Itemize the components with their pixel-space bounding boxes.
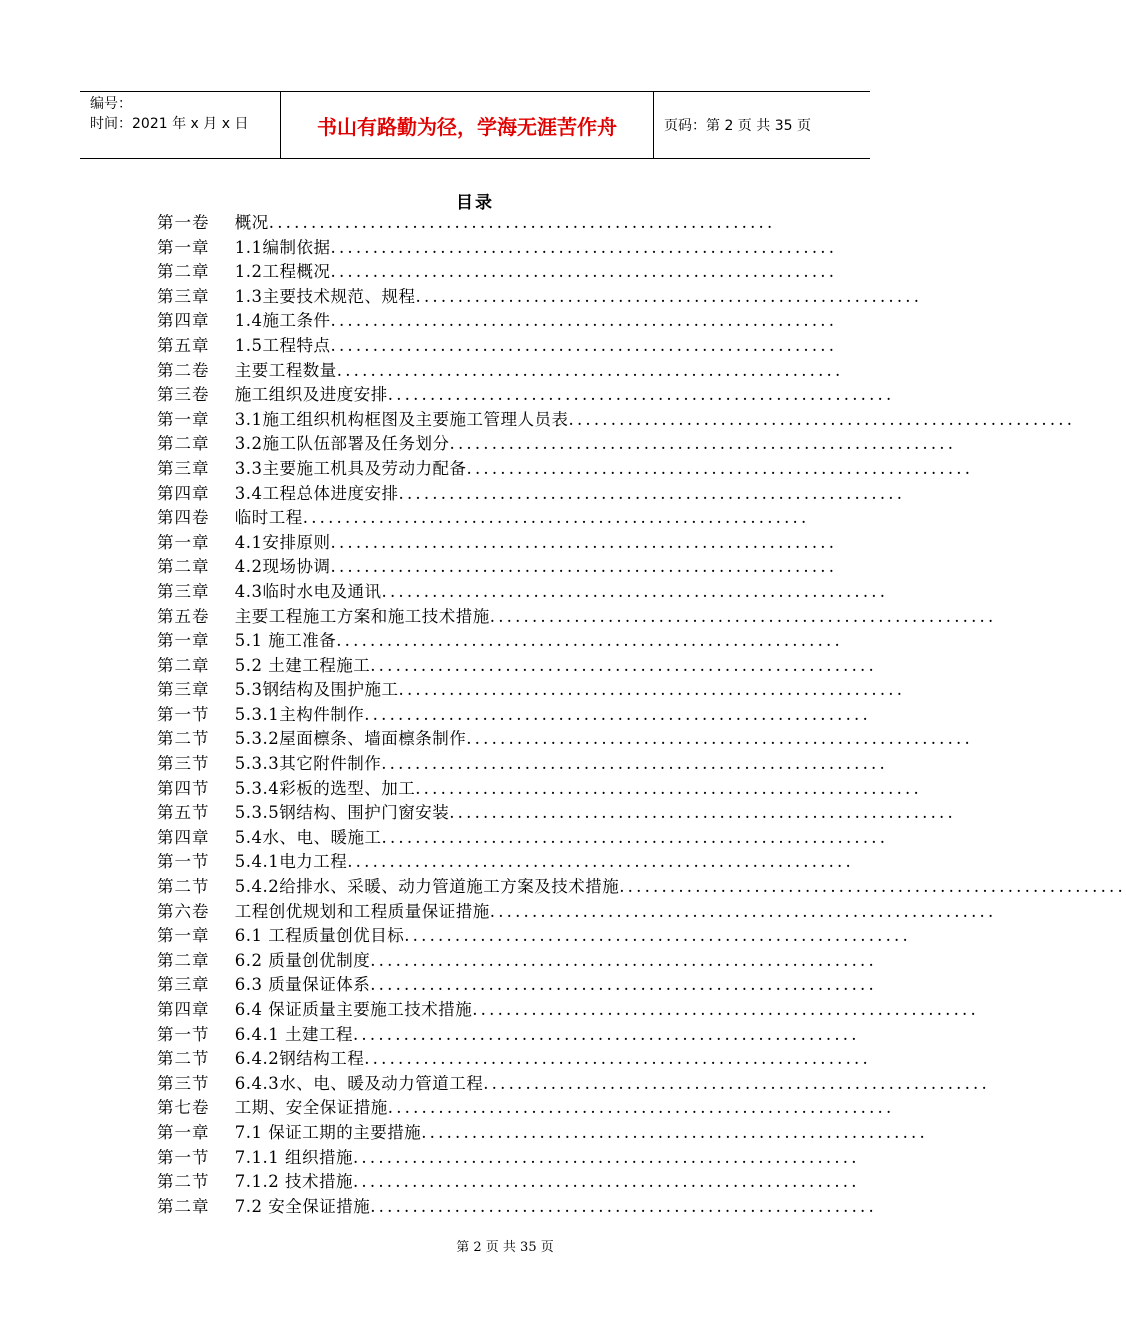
toc-entry[interactable]: [157, 801, 956, 826]
toc-entry-text: 1.3主要技术规范、规程: [229, 286, 416, 306]
toc-entry-leader: ............................................................: [370, 950, 877, 970]
toc-entry-leader: ............................................................: [352, 1172, 860, 1192]
toc-entry-leader: ............................................................: [421, 1122, 928, 1142]
toc-entry-label: 第一章: [157, 237, 210, 257]
toc-entry[interactable]: [157, 777, 922, 802]
toc-entry[interactable]: [157, 236, 838, 261]
toc-entry[interactable]: [157, 900, 997, 925]
toc-entry-label: 第二章: [157, 434, 210, 454]
toc-entry[interactable]: [157, 285, 923, 310]
toc-entry-text: 6.4.2钢结构工程: [229, 1049, 365, 1069]
toc-entry[interactable]: [157, 1146, 860, 1171]
toc-entry[interactable]: [157, 998, 979, 1023]
toc-entry-leader: ............................................................: [483, 1073, 990, 1093]
toc-entry-leader: ............................................................: [330, 311, 838, 331]
toc-entry[interactable]: [157, 432, 957, 457]
toc-entry-text: 5.3.1主构件制作: [229, 704, 365, 724]
toc-entry-text: 3.4工程总体进度安排: [229, 483, 399, 503]
toc-entry-text: 6.4.3水、电、暖及动力管道工程: [229, 1073, 484, 1093]
toc-entry-text: 7.1.2 技术措施: [229, 1172, 353, 1192]
toc-entry[interactable]: [157, 1023, 860, 1048]
toc-entry-leader: ............................................................: [347, 852, 854, 872]
toc-entry-text: 6.3 质量保证体系: [229, 975, 371, 995]
toc-entry[interactable]: [157, 752, 888, 777]
toc-entry-label: 第四章: [157, 1000, 210, 1019]
toc-entry-label: 第一节: [157, 852, 210, 872]
toc-entry-text: 6.4 保证质量主要施工技术措施: [229, 1000, 473, 1019]
toc-entry-leader: ............................................................: [268, 213, 776, 232]
toc-entry-leader: ............................................................: [398, 483, 906, 503]
toc-entry-leader: ............................................................: [466, 729, 973, 749]
toc-entry-leader: ............................................................: [364, 1049, 871, 1069]
toc-entry[interactable]: [157, 654, 877, 679]
toc-entry-label: 第四章: [157, 483, 210, 503]
toc-entry-leader: ............................................................: [336, 360, 844, 380]
toc-entry-label: 第四章: [157, 311, 210, 331]
toc-entry-leader: ............................................................: [415, 778, 922, 798]
toc-entry-text: 6.2 质量创优制度: [229, 950, 371, 970]
toc-entry[interactable]: [157, 875, 1126, 900]
toc-entry-text: 5.3.4彩板的选型、加工: [229, 778, 416, 798]
toc-entry[interactable]: [157, 1121, 928, 1146]
toc-entry-text: 3.1施工组织机构框图及主要施工管理人员表: [229, 409, 569, 429]
toc-entry[interactable]: [157, 1170, 860, 1195]
toc-entry-label: 第一章: [157, 532, 210, 552]
toc-entry[interactable]: [157, 506, 810, 531]
toc-entry-text: 工程创优规划和工程质量保证措施: [229, 901, 490, 921]
toc-entry-label: 第一节: [157, 704, 210, 724]
toc-entry-label: 第三章: [157, 458, 210, 478]
toc-entry-label: 第一节: [157, 1024, 210, 1044]
toc-entry-leader: ............................................................: [387, 1098, 895, 1118]
toc-entry[interactable]: [157, 309, 838, 334]
document-time: 时间：2021 年 x 月 x 日: [90, 116, 249, 132]
toc-entry[interactable]: [157, 973, 877, 998]
toc-entry-text: 5.2 土建工程施工: [229, 655, 371, 675]
toc-entry-leader: ............................................................: [370, 975, 877, 995]
toc-entry-leader: ............................................................: [568, 409, 1076, 429]
toc-entry[interactable]: [157, 1096, 895, 1121]
toc-entry[interactable]: [157, 482, 906, 507]
toc-entry-label: 第五节: [157, 803, 210, 823]
toc-entry-leader: ............................................................: [387, 385, 895, 405]
toc-entry-label: 第二章: [157, 950, 210, 970]
toc-entry-label: 第二章: [157, 557, 210, 577]
toc-entry[interactable]: [157, 457, 974, 482]
toc-entry-leader: ............................................................: [330, 262, 838, 282]
toc-entry[interactable]: [157, 924, 911, 949]
toc-entry-label: 第二节: [157, 877, 210, 897]
toc-entry-text: 1.5工程特点: [229, 335, 331, 355]
toc-entry[interactable]: [157, 1047, 871, 1072]
toc-entry-label: 第一节: [157, 1147, 210, 1167]
toc-entry-leader: ............................................................: [489, 606, 997, 626]
toc-entry[interactable]: [157, 260, 838, 285]
table-of-contents: [157, 211, 1126, 1219]
header-page-info: 页码：第 2 页 共 35 页: [664, 118, 811, 134]
toc-entry-leader: ............................................................: [489, 901, 997, 921]
toc-entry-leader: ............................................................: [352, 1024, 860, 1044]
toc-entry[interactable]: [157, 1195, 877, 1220]
toc-entry[interactable]: [157, 383, 895, 408]
toc-entry[interactable]: [157, 629, 843, 654]
toc-entry-text: 5.1 施工准备: [229, 631, 337, 651]
toc-entry-text: 4.2现场协调: [229, 557, 331, 577]
toc-entry[interactable]: [157, 555, 838, 580]
toc-entry-label: 第三章: [157, 975, 210, 995]
toc-entry[interactable]: [157, 949, 877, 974]
toc-entry-text: 5.3钢结构及围护施工: [229, 680, 399, 700]
toc-entry-text: 主要工程施工方案和施工技术措施: [229, 606, 490, 626]
toc-entry-leader: ............................................................: [370, 1196, 877, 1216]
toc-entry-text: 主要工程数量: [229, 360, 337, 380]
toc-entry-text: 5.4.2给排水、采暖、动力管道施工方案及技术措施: [229, 877, 620, 897]
toc-entry[interactable]: [157, 580, 889, 605]
toc-entry-label: 第二章: [157, 262, 210, 282]
toc-entry-text: 3.3主要施工机具及劳动力配备: [229, 458, 467, 478]
toc-entry-label: 第一章: [157, 1122, 210, 1142]
toc-entry-label: 第一章: [157, 926, 210, 946]
toc-entry-text: 5.4水、电、暖施工: [229, 827, 382, 847]
toc-entry-text: 6.4.1 土建工程: [229, 1024, 353, 1044]
toc-entry-label: 第四节: [157, 778, 210, 798]
toc-entry-text: 1.1编制依据: [229, 237, 331, 257]
toc-entry-label: 第四章: [157, 827, 210, 847]
toc-entry-text: 7.1 保证工期的主要措施: [229, 1122, 422, 1142]
toc-entry[interactable]: [157, 703, 871, 728]
toc-entry-text: 施工组织及进度安排: [229, 385, 388, 405]
toc-entry-text: 6.1 工程质量创优目标: [229, 926, 405, 946]
document-number: 编号：: [90, 96, 132, 112]
toc-entry[interactable]: [157, 1072, 990, 1097]
toc-entry-leader: ............................................................: [381, 754, 888, 774]
toc-entry-leader: ............................................................: [330, 557, 838, 577]
toc-entry-label: 第一章: [157, 631, 210, 651]
toc-entry-label: 第一章: [157, 409, 210, 429]
toc-entry-text: 5.3.3其它附件制作: [229, 754, 382, 774]
toc-entry-leader: ............................................................: [302, 508, 810, 528]
toc-entry-text: 临时工程: [229, 508, 303, 528]
toc-entry-leader: ............................................................: [336, 631, 843, 651]
toc-entry-leader: ............................................................: [619, 877, 1126, 897]
toc-entry-text: 3.2施工队伍部署及任务划分: [229, 434, 450, 454]
toc-entry-leader: ............................................................: [472, 1000, 979, 1019]
toc-entry[interactable]: [157, 826, 889, 851]
toc-title: 目录: [456, 193, 494, 213]
page-header: [80, 91, 870, 159]
toc-entry-label: 第三章: [157, 581, 210, 601]
toc-entry-leader: ............................................................: [330, 335, 838, 355]
toc-entry-label: 第五卷: [157, 606, 210, 626]
header-meta: [80, 92, 281, 158]
toc-entry-leader: ............................................................: [381, 827, 889, 847]
toc-entry-label: 第三节: [157, 754, 210, 774]
toc-entry-label: 第六卷: [157, 901, 210, 921]
toc-entry-leader: ............................................................: [364, 704, 871, 724]
toc-entry-label: 第四卷: [157, 508, 210, 528]
toc-entry[interactable]: [157, 408, 1076, 433]
toc-entry-text: 5.3.5钢结构、围护门窗安装: [229, 803, 450, 823]
toc-entry-label: 第二卷: [157, 360, 210, 380]
toc-entry-leader: ............................................................: [449, 803, 956, 823]
toc-entry[interactable]: [157, 359, 844, 384]
toc-entry[interactable]: [157, 850, 854, 875]
toc-entry-label: 第五章: [157, 335, 210, 355]
toc-entry-text: 工期、安全保证措施: [229, 1098, 388, 1118]
toc-entry-label: 第二章: [157, 655, 210, 675]
toc-entry-text: 概况: [229, 213, 269, 232]
toc-entry-label: 第三章: [157, 680, 210, 700]
toc-entry-text: 4.1安排原则: [229, 532, 331, 552]
toc-entry[interactable]: [157, 531, 838, 556]
toc-entry-label: 第二节: [157, 729, 210, 749]
toc-entry-text: 5.3.2屋面檩条、墙面檩条制作: [229, 729, 467, 749]
toc-entry-text: 5.4.1电力工程: [229, 852, 348, 872]
toc-entry-text: 4.3临时水电及通讯: [229, 581, 382, 601]
toc-entry-leader: ............................................................: [352, 1147, 860, 1167]
toc-entry-leader: ............................................................: [381, 581, 889, 601]
toc-entry-leader: ............................................................: [466, 458, 974, 478]
toc-entry[interactable]: [157, 727, 973, 752]
toc-entry-label: 第一卷: [157, 213, 210, 232]
toc-entry-leader: ............................................................: [398, 680, 906, 700]
toc-entry-leader: ............................................................: [330, 532, 838, 552]
toc-entry-label: 第二章: [157, 1196, 210, 1216]
toc-entry[interactable]: [157, 605, 997, 630]
page-footer: 第 2 页 共 35 页: [456, 1240, 554, 1255]
toc-entry-leader: ............................................................: [404, 926, 911, 946]
toc-entry[interactable]: [157, 678, 906, 703]
header-motto: 书山有路勤为径，学海无涯苦作舟: [281, 92, 654, 158]
toc-entry-label: 第二节: [157, 1172, 210, 1192]
toc-entry-text: 7.1.1 组织措施: [229, 1147, 353, 1167]
toc-entry-text: 1.2工程概况: [229, 262, 331, 282]
toc-entry-leader: ............................................................: [370, 655, 877, 675]
toc-entry-leader: ............................................................: [415, 286, 923, 306]
toc-entry-label: 第三节: [157, 1073, 210, 1093]
toc-entry-text: 1.4施工条件: [229, 311, 331, 331]
toc-entry[interactable]: [157, 334, 838, 359]
toc-entry-label: 第二节: [157, 1049, 210, 1069]
toc-entry-label: 第三章: [157, 286, 210, 306]
toc-entry-leader: ............................................................: [330, 237, 838, 257]
toc-entry[interactable]: [157, 211, 777, 236]
toc-entry-leader: ............................................................: [449, 434, 957, 454]
toc-entry-text: 7.2 安全保证措施: [229, 1196, 371, 1216]
toc-entry-label: 第三卷: [157, 385, 210, 405]
toc-entry-label: 第七卷: [157, 1098, 210, 1118]
